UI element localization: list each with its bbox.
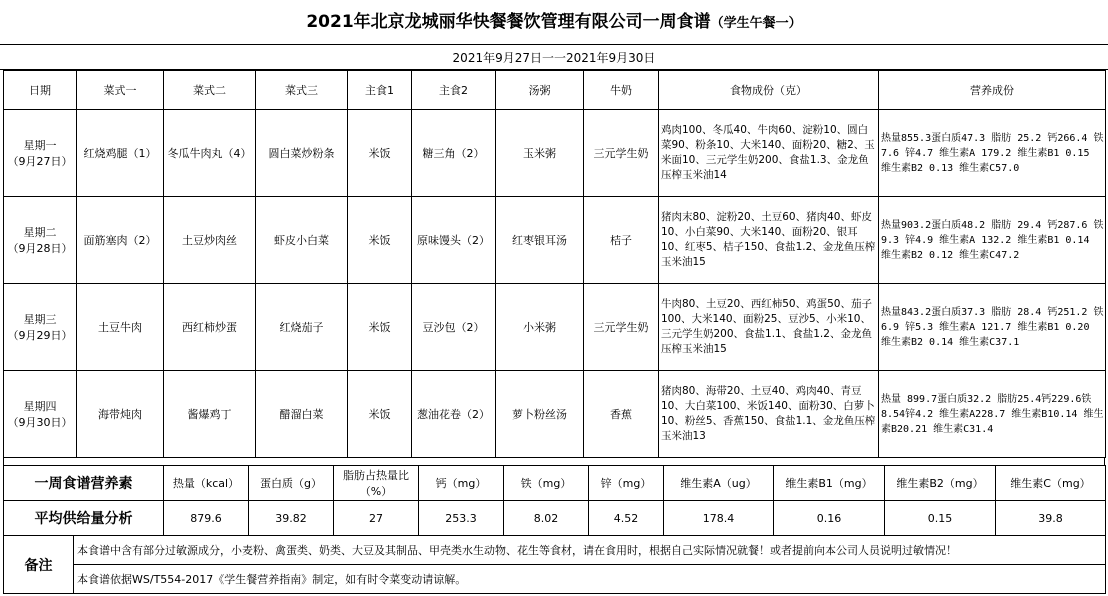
summary-header-cell: 脂肪占热量比（%） — [334, 466, 419, 501]
soup-cell: 萝卜粉丝汤 — [496, 371, 584, 458]
day-date: （9月27日） — [7, 155, 73, 168]
soup-cell: 玉米粥 — [496, 110, 584, 197]
staple1-cell: 米饭 — [348, 110, 412, 197]
summary-header-cell: 维生素B1（mg） — [774, 466, 885, 501]
header-soup: 汤粥 — [496, 71, 584, 110]
nutrition-cell: 热量855.3蛋白质47.3 脂肪 25.2 钙266.4 铁7.6 锌4.7 维生素A 179.2 维生素B1 0.15 维生素B2 0.13 维生素C57.0 — [879, 110, 1106, 197]
food-ingredients-cell: 鸡肉100、冬瓜40、牛肉60、淀粉10、圆白菜90、粉条10、大米140、面粉20、糖2、玉米面10、三元学生奶200、食盐1.3、金龙鱼压榨玉米油14 — [659, 110, 879, 197]
summary-value-cell: 0.15 — [885, 501, 996, 536]
staple1-cell: 米饭 — [348, 284, 412, 371]
summary-values-row — [4, 501, 1106, 536]
day-date: （9月29日） — [7, 329, 73, 342]
summary-header-cell: 维生素A（ug） — [664, 466, 774, 501]
notes-label: 备注 — [4, 536, 74, 594]
header-staple2: 主食2 — [412, 71, 496, 110]
table-row — [4, 284, 1106, 371]
header-dish3: 菜式三 — [256, 71, 348, 110]
header-food-ingredients: 食物成份（克） — [659, 71, 879, 110]
dish2-cell: 西红柿炒蛋 — [164, 284, 256, 371]
summary-value-cell: 879.6 — [164, 501, 249, 536]
milk-cell: 三元学生奶 — [584, 284, 659, 371]
staple2-cell: 糖三角（2） — [412, 110, 496, 197]
dish3-cell: 红烧茄子 — [256, 284, 348, 371]
page-title — [0, 0, 1108, 44]
soup-cell: 红枣银耳汤 — [496, 197, 584, 284]
dish2-cell: 土豆炒肉丝 — [164, 197, 256, 284]
milk-cell: 桔子 — [584, 197, 659, 284]
allergen-note: 本食谱中含有部分过敏源成分，小麦粉、禽蛋类、奶类、大豆及其制品、甲壳类水生动物、花生等食材，请在食用时，根据自己实际情况就餐！或者提前向本公司人员说明过敏情况！ — [74, 536, 1106, 565]
title-main: 2021年北京龙城丽华快餐餐饮管理有限公司一周食谱 — [306, 12, 711, 32]
staple2-cell: 原味馒头（2） — [412, 197, 496, 284]
dish1-cell: 红烧鸡腿（1） — [77, 110, 164, 197]
summary-value-cell: 253.3 — [419, 501, 504, 536]
nutrition-cell: 热量 899.7蛋白质32.2 脂肪25.4钙229.6铁8.54锌4.2 维生素A228.7 维生素B10.14 维生素B20.21 维生素C31.4 — [879, 371, 1106, 458]
summary-header-cell: 维生素C（mg） — [996, 466, 1106, 501]
day-cell — [4, 197, 77, 284]
date-range: 2021年9月27日一一2021年9月30日 — [0, 44, 1108, 70]
summary-header-row — [4, 466, 1106, 501]
day-name: 星期四 — [23, 400, 57, 413]
weekly-menu-table — [3, 70, 1106, 458]
dish2-cell: 冬瓜牛肉丸（4） — [164, 110, 256, 197]
summary-header-cell: 锌（mg） — [589, 466, 664, 501]
summary-value-cell: 39.82 — [249, 501, 334, 536]
staple2-cell: 豆沙包（2） — [412, 284, 496, 371]
dish1-cell: 面筋塞肉（2） — [77, 197, 164, 284]
header-dish1: 菜式一 — [77, 71, 164, 110]
dish3-cell: 圆白菜炒粉条 — [256, 110, 348, 197]
day-name: 星期三 — [23, 313, 57, 326]
nutrition-cell: 热量843.2蛋白质37.3 脂肪 28.4 钙251.2 铁6.9 锌5.3 维生素A 121.7 维生素B1 0.20 维生素B2 0.14 维生素C37.1 — [879, 284, 1106, 371]
summary-value-cell: 0.16 — [774, 501, 885, 536]
summary-value-cell: 39.8 — [996, 501, 1106, 536]
notes-table — [3, 535, 1106, 594]
staple2-cell: 葱油花卷（2） — [412, 371, 496, 458]
header-milk: 牛奶 — [584, 71, 659, 110]
milk-cell: 香蕉 — [584, 371, 659, 458]
title-sub: （学生午餐一） — [710, 16, 802, 31]
soup-cell: 小米粥 — [496, 284, 584, 371]
summary-row-label: 一周食谱营养素 — [4, 466, 164, 501]
milk-cell: 三元学生奶 — [584, 110, 659, 197]
menu-header-row — [4, 71, 1106, 110]
dish2-cell: 酱爆鸡丁 — [164, 371, 256, 458]
table-row — [4, 110, 1106, 197]
summary-header-cell: 铁（mg） — [504, 466, 589, 501]
day-cell — [4, 284, 77, 371]
header-date: 日期 — [4, 71, 77, 110]
table-row — [4, 197, 1106, 284]
header-dish2: 菜式二 — [164, 71, 256, 110]
table-row — [4, 371, 1106, 458]
dish1-cell: 土豆牛肉 — [77, 284, 164, 371]
day-name: 星期二 — [23, 226, 57, 239]
summary-value-cell: 8.02 — [504, 501, 589, 536]
summary-header-cell: 钙（mg） — [419, 466, 504, 501]
nutrition-cell: 热量903.2蛋白质48.2 脂肪 29.4 钙287.6 铁9.3 锌4.9 维生素A 132.2 维生素B1 0.14 维生素B2 0.12 维生素C47.2 — [879, 197, 1106, 284]
dish1-cell: 海带炖肉 — [77, 371, 164, 458]
staple1-cell: 米饭 — [348, 371, 412, 458]
standard-note: 本食谱依据WS/T554-2017《学生餐营养指南》制定，如有时令菜变动请谅解。 — [74, 565, 1106, 594]
summary-row-label: 平均供给量分析 — [4, 501, 164, 536]
dish3-cell: 醋溜白菜 — [256, 371, 348, 458]
day-cell — [4, 110, 77, 197]
summary-value-cell: 178.4 — [664, 501, 774, 536]
nutrient-summary-table — [3, 465, 1106, 536]
day-name: 星期一 — [23, 139, 57, 152]
header-nutrition: 营养成份 — [879, 71, 1106, 110]
header-staple1: 主食1 — [348, 71, 412, 110]
dish3-cell: 虾皮小白菜 — [256, 197, 348, 284]
notes-row — [4, 565, 1106, 594]
summary-value-cell: 4.52 — [589, 501, 664, 536]
summary-header-cell: 蛋白质（g） — [249, 466, 334, 501]
notes-row — [4, 536, 1106, 565]
summary-header-cell: 热量（kcal） — [164, 466, 249, 501]
summary-header-cell: 维生素B2（mg） — [885, 466, 996, 501]
summary-value-cell: 27 — [334, 501, 419, 536]
food-ingredients-cell: 牛肉80、土豆20、西红柿50、鸡蛋50、茄子100、大米140、面粉25、豆沙5、小米10、三元学生奶200、食盐1.1、食盐1.2、金龙鱼压榨玉米油15 — [659, 284, 879, 371]
table-spacer — [3, 458, 1105, 465]
day-cell — [4, 371, 77, 458]
staple1-cell: 米饭 — [348, 197, 412, 284]
food-ingredients-cell: 猪肉末80、淀粉20、土豆60、猪肉40、虾皮10、小白菜90、大米140、面粉20、银耳10、红枣5、桔子150、食盐1.2、金龙鱼压榨玉米油15 — [659, 197, 879, 284]
food-ingredients-cell: 猪肉80、海带20、土豆40、鸡肉40、青豆10、大白菜100、米饭140、面粉30、白萝卜10、粉丝5、香蕉150、食盐1.1、金龙鱼压榨玉米油13 — [659, 371, 879, 458]
day-date: （9月28日） — [7, 242, 73, 255]
day-date: （9月30日） — [7, 416, 73, 429]
